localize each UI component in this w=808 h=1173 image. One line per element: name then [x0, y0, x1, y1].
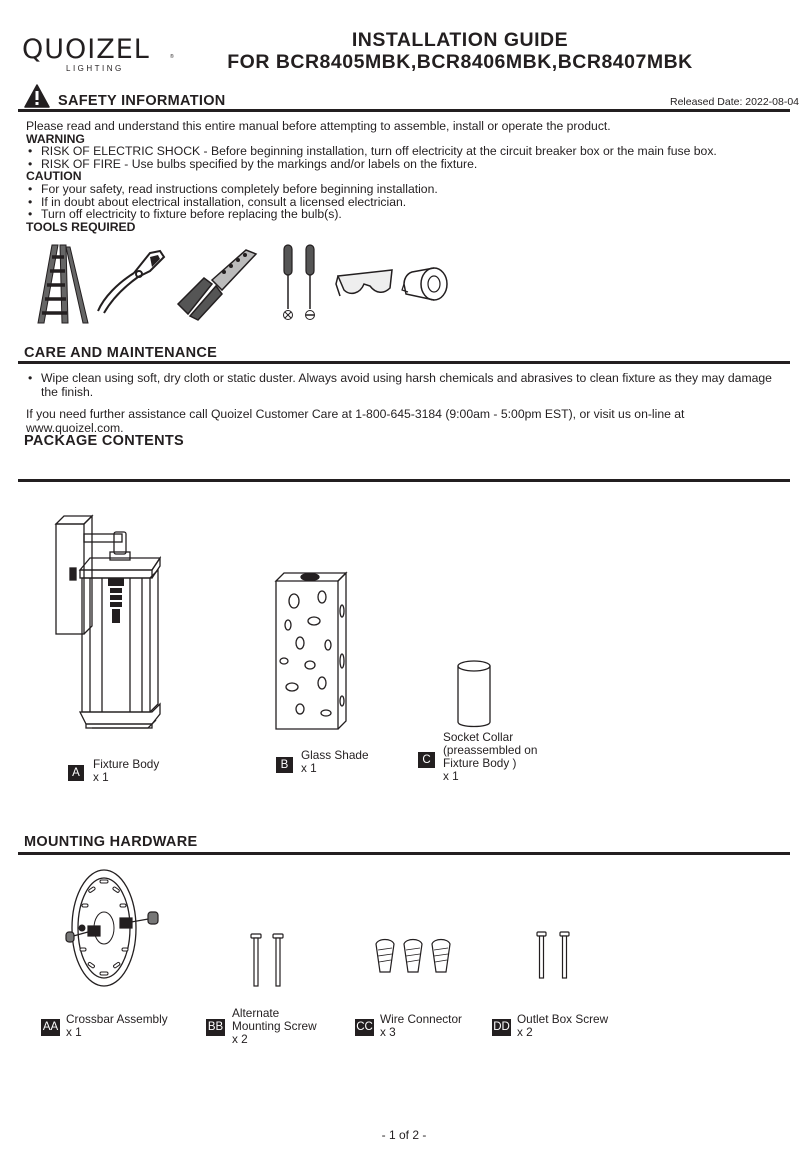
package-item-label: [93, 758, 159, 784]
screwdrivers-icon: [278, 243, 322, 323]
hardware-item-label: [66, 1013, 168, 1039]
release-date: Released Date: 2022-08-04: [670, 96, 800, 108]
logo-text: QUOIZEL: [22, 34, 150, 65]
item-code-badge: C: [418, 752, 435, 768]
safety-glasses-icon: [334, 266, 396, 302]
item-quantity: x 1: [66, 1025, 82, 1039]
item-name: Glass Shade: [301, 748, 369, 762]
warning-triangle-icon: [24, 84, 50, 108]
glass-shade-illustration: [270, 571, 350, 739]
care-item-line1: • Wipe clean using soft, dry cloth or static duster. Always avoid using harsh chemicals and abrasives to clean fixture as they may damage: [41, 371, 772, 385]
hardware-item-label: [380, 1013, 462, 1039]
item-name: Socket Collar: [443, 730, 514, 744]
hardware-section-title: MOUNTING HARDWARE: [24, 834, 198, 850]
item-name: Wire Connector: [380, 1012, 462, 1026]
item-code-badge: BB: [206, 1019, 225, 1036]
item-code-badge: DD: [492, 1019, 511, 1036]
item-code-badge: CC: [355, 1019, 374, 1036]
item-code-badge: A: [68, 765, 84, 781]
item-code-badge: B: [276, 757, 293, 773]
page-title: INSTALLATION GUIDE: [351, 29, 569, 51]
mounting-screw-illustration: [248, 932, 288, 988]
item-quantity: x 2: [517, 1025, 533, 1039]
item-quantity: x 1: [93, 770, 109, 784]
care-item: [26, 372, 801, 399]
tools-heading: TOOLS REQUIRED: [26, 219, 136, 234]
item-name: Outlet Box Screw: [517, 1012, 609, 1026]
safety-block: [26, 120, 796, 233]
section-divider: [18, 361, 790, 364]
socket-collar-illustration: [454, 658, 494, 730]
item-note: Fixture Body ): [443, 756, 517, 770]
care-section-title: CARE AND MAINTENANCE: [24, 345, 218, 361]
item-quantity: x 1: [301, 761, 317, 775]
caution-item: • Turn off electricity to fixture before replacing the bulb(s).: [26, 208, 796, 221]
care-block: [26, 372, 801, 435]
package-item-label: [443, 731, 537, 783]
ladder-icon: [30, 243, 90, 325]
warning-item: • RISK OF FIRE - Use bulbs specified by the markings and/or labels on the fixture.: [26, 158, 796, 171]
customer-care-line1: If you need further assistance call Quoizel Customer Care at 1-800-645-3184 (9:00am - 5:00pm EST), or visit us on-line at: [26, 407, 685, 421]
page-number: - 1 of 2 -: [381, 1128, 427, 1142]
warning-item: • RISK OF ELECTRIC SHOCK - Before beginning installation, turn off electricity at the circuit breaker box or the main fuse box.: [26, 145, 796, 158]
item-quantity: x 1: [443, 769, 459, 783]
item-name: Mounting Screw: [232, 1019, 317, 1033]
care-item-line2: the finish.: [41, 384, 94, 399]
safety-section-title: SAFETY INFORMATION: [58, 93, 226, 109]
section-divider: [18, 479, 790, 482]
item-name: Alternate: [232, 1006, 280, 1020]
wire-connector-illustration: [374, 936, 460, 976]
section-divider: [18, 109, 790, 112]
fixture-body-illustration: [52, 512, 176, 750]
brand-logo: [22, 36, 172, 73]
safety-intro: Please read and understand this entire manual before attempting to assemble, install or operate the product.: [26, 119, 611, 133]
item-note: (preassembled on: [443, 743, 538, 757]
pliers-icon: [94, 247, 168, 315]
warning-heading: WARNING: [26, 131, 85, 146]
item-quantity: x 2: [232, 1032, 248, 1046]
wire-stripper-icon: [176, 244, 260, 320]
section-divider: [18, 852, 790, 855]
outlet-box-screw-illustration: [534, 930, 574, 980]
hardware-item-label: [232, 1007, 317, 1046]
crossbar-assembly-illustration: [62, 868, 164, 988]
page-subtitle: FOR BCR8405MBK,BCR8406MBK,BCR8407MBK: [227, 51, 693, 73]
item-name: Fixture Body: [93, 757, 160, 771]
electrical-tape-icon: [400, 264, 452, 304]
hardware-item-label: [517, 1013, 608, 1039]
logo-trademark: ®: [170, 54, 174, 60]
package-item-label: [301, 749, 369, 775]
caution-item: • For your safety, read instructions completely before beginning installation.: [26, 183, 796, 196]
logo-subtext: LIGHTING: [66, 64, 124, 73]
item-quantity: x 3: [380, 1025, 396, 1039]
item-code-badge: AA: [41, 1019, 60, 1036]
package-section-title: PACKAGE CONTENTS: [24, 433, 185, 449]
item-name: Crossbar Assembly: [66, 1012, 168, 1026]
customer-care-line2: www.quoizel.com.: [26, 420, 124, 435]
caution-heading: CAUTION: [26, 169, 82, 184]
caution-item: • If in doubt about electrical installation, consult a licensed electrician.: [26, 196, 796, 209]
